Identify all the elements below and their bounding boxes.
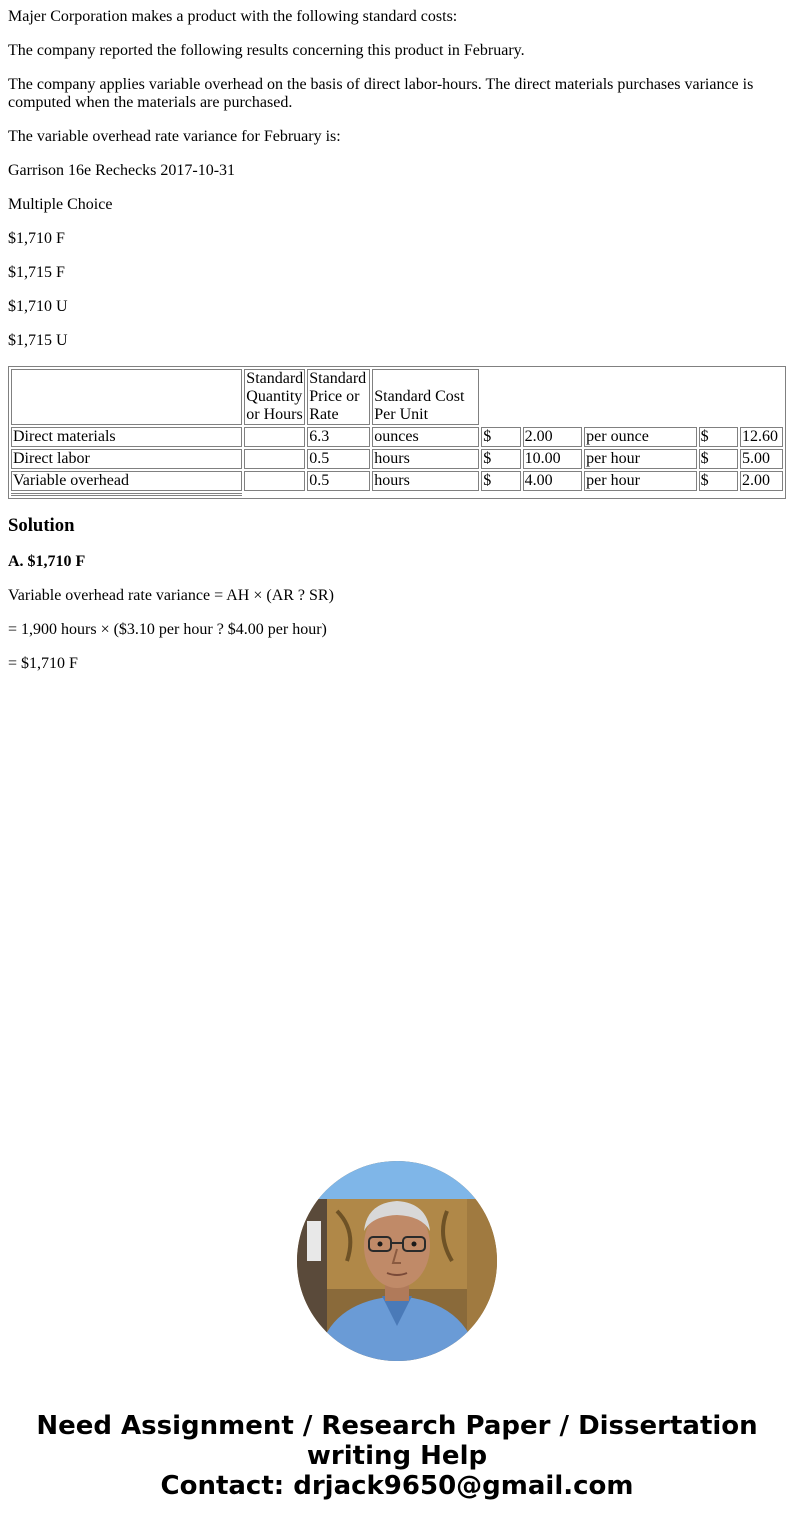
solution-line: = 1,900 hours × ($3.10 per hour ? $4.00 per hour) xyxy=(8,621,327,638)
promo-footer xyxy=(0,1411,794,1501)
row-currency: $ xyxy=(481,449,520,469)
header-standard-quantity: Standard Quantity or Hours xyxy=(244,369,305,425)
standard-cost-table xyxy=(8,366,786,499)
table-row xyxy=(11,471,783,491)
row-unit: hours xyxy=(372,449,479,469)
row-total: 5.00 xyxy=(740,449,783,469)
row-quantity xyxy=(244,427,305,447)
row-unit: ounces xyxy=(372,427,479,447)
table-double-rule xyxy=(11,493,242,496)
row-per: per hour xyxy=(584,471,696,491)
option-a: $1,710 F xyxy=(8,230,65,247)
solution-line: = $1,710 F xyxy=(8,655,78,672)
question-results: The company reported the following results concerning this product in February. xyxy=(8,42,525,59)
promo-line-1: Need Assignment / Research Paper / Dissertation xyxy=(36,1411,758,1441)
question-type: Multiple Choice xyxy=(8,196,113,213)
row-currency-total: $ xyxy=(699,471,738,491)
header-standard-cost: Standard Cost Per Unit xyxy=(372,369,479,425)
row-label: Direct labor xyxy=(11,449,242,469)
row-rate: 6.3 xyxy=(307,427,370,447)
header-blank xyxy=(699,369,738,425)
row-currency: $ xyxy=(481,427,520,447)
table-header-row xyxy=(11,369,783,425)
header-blank xyxy=(584,369,696,425)
row-total: 2.00 xyxy=(740,471,783,491)
question-prompt: The variable overhead rate variance for February is: xyxy=(8,128,341,145)
table-row xyxy=(11,427,783,447)
header-blank xyxy=(740,369,783,425)
question-intro: Majer Corporation makes a product with the following standard costs: xyxy=(8,8,458,25)
option-b: $1,715 F xyxy=(8,264,65,281)
row-currency: $ xyxy=(481,471,520,491)
row-rate: 0.5 xyxy=(307,449,370,469)
header-empty-cell xyxy=(11,369,242,425)
promo-contact: Contact: drjack9650@gmail.com xyxy=(160,1471,634,1501)
portrait-illustration xyxy=(297,1161,497,1361)
row-per: per ounce xyxy=(584,427,696,447)
table-footer-blank xyxy=(244,493,783,496)
header-blank xyxy=(523,369,583,425)
solution-heading: Solution xyxy=(8,515,75,536)
row-currency-total: $ xyxy=(699,449,738,469)
row-value: 4.00 xyxy=(523,471,583,491)
header-standard-price: Standard Price or Rate xyxy=(307,369,370,425)
question-source: Garrison 16e Rechecks 2017-10-31 xyxy=(8,162,236,179)
row-value: 2.00 xyxy=(523,427,583,447)
table-row xyxy=(11,449,783,469)
row-value: 10.00 xyxy=(523,449,583,469)
author-photo xyxy=(297,1161,497,1361)
solution-line: Variable overhead rate variance = AH × (AR ? SR) xyxy=(8,587,334,604)
question-method: The company applies variable overhead on the basis of direct labor-hours. The direct materials purchases variance is computed when the materials are purchased. xyxy=(8,76,754,111)
row-total: 12.60 xyxy=(740,427,783,447)
solution-answer: A. $1,710 F xyxy=(8,553,86,570)
row-quantity xyxy=(244,449,305,469)
option-d: $1,715 U xyxy=(8,332,68,349)
row-quantity xyxy=(244,471,305,491)
row-rate: 0.5 xyxy=(307,471,370,491)
document-body xyxy=(0,8,794,673)
row-currency-total: $ xyxy=(699,427,738,447)
table-footer-rule-row xyxy=(11,493,783,496)
header-blank xyxy=(481,369,520,425)
row-unit: hours xyxy=(372,471,479,491)
option-c: $1,710 U xyxy=(8,298,68,315)
row-label: Direct materials xyxy=(11,427,242,447)
promo-line-2: writing Help xyxy=(306,1441,488,1471)
row-label: Variable overhead xyxy=(11,471,242,491)
double-rule-line xyxy=(11,493,242,496)
row-per: per hour xyxy=(584,449,696,469)
